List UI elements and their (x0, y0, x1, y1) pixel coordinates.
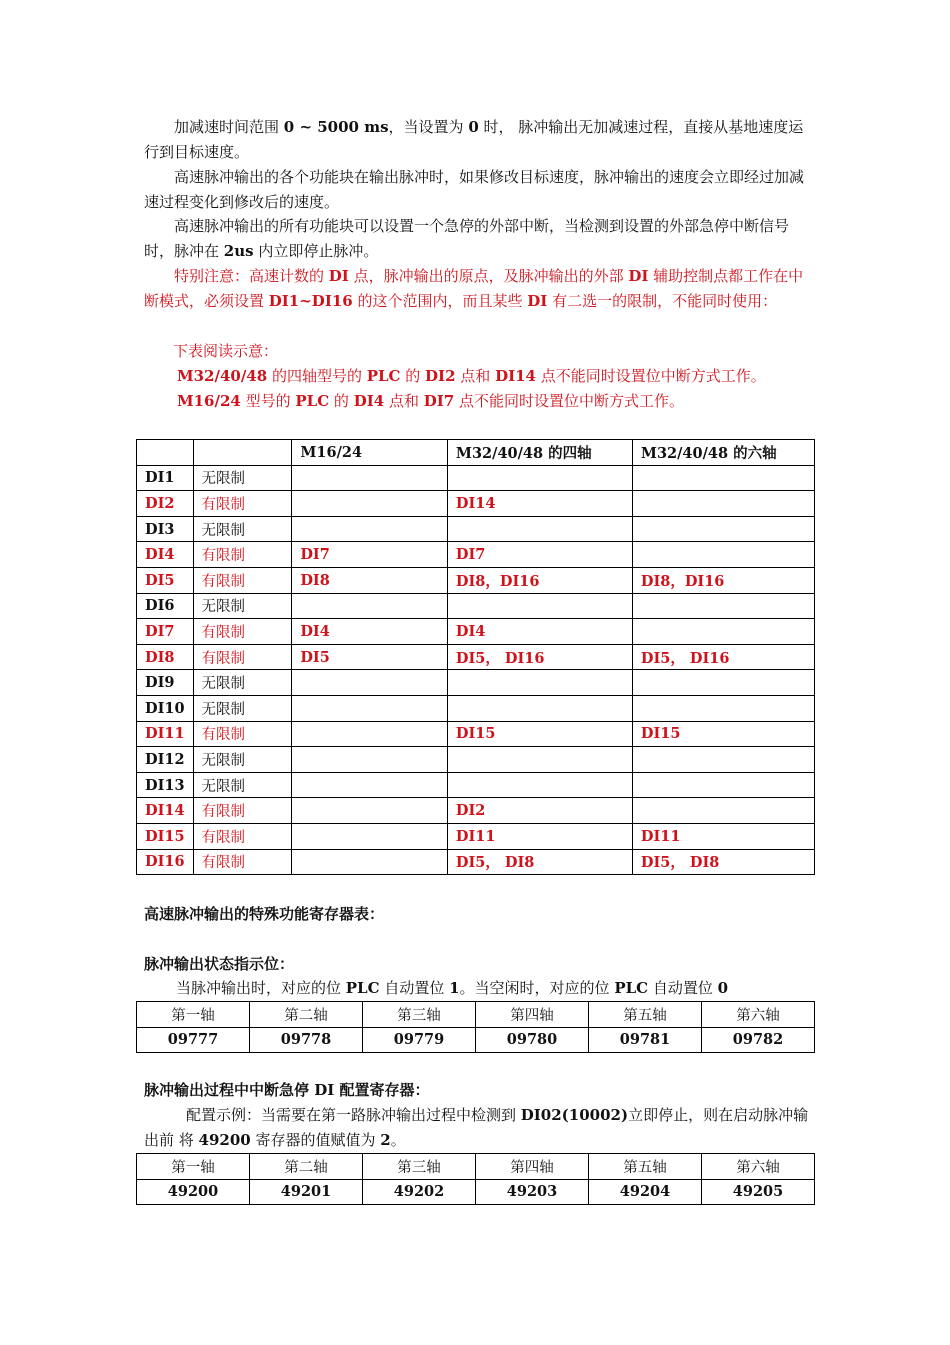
di-row (137, 567, 815, 593)
di-row (137, 644, 815, 670)
register-value: 49204 (589, 1179, 702, 1205)
m32-6axis-conflict-cell (632, 772, 814, 798)
m32-6axis-conflict-cell (632, 491, 814, 517)
header-m16: M16/24 (292, 440, 448, 466)
register-value: 49205 (702, 1179, 815, 1205)
di-point-cell: DI12 (137, 747, 194, 773)
m32-6axis-conflict-cell: DI11 (632, 823, 814, 849)
restriction-cell: 无限制 (193, 772, 292, 798)
estop-description: 配置示例：当需要在第一路脉冲输出过程中检测到 DI02(10002)立即停止，则在启动脉冲输出前 将 49200 寄存器的值赋值为 2。 (144, 1106, 809, 1149)
axis-label: 第四轴 (476, 1154, 589, 1180)
m32-4axis-conflict-cell: DI7 (447, 542, 632, 568)
m32-4axis-conflict-cell (447, 747, 632, 773)
axis-header-row (137, 1002, 815, 1028)
axis-label: 第五轴 (589, 1154, 702, 1180)
m16-conflict-cell (292, 695, 448, 721)
di-point-cell: DI14 (137, 798, 194, 824)
di-row (137, 619, 815, 645)
status-bits-description: 当脉冲输出时，对应的位 PLC 自动置位 1。当空闲时，对应的位 PLC 自动置位 0 (176, 979, 729, 997)
m32-6axis-conflict-cell: DI8，DI16 (632, 567, 814, 593)
di-row (137, 798, 815, 824)
warning-paragraph: 特别注意：高速计数的 DI 点，脉冲输出的原点，及脉冲输出的外部 DI 辅助控制点都工作在中断模式，必须设置 DI1~DI16 的这个范围内，而且某些 DI 有二选一的限制，不能同时使用： (144, 267, 804, 310)
m16-conflict-cell: DI7 (292, 542, 448, 568)
m16-conflict-cell: DI8 (292, 567, 448, 593)
di-point-cell: DI4 (137, 542, 194, 568)
header-cell (193, 440, 292, 466)
di-point-cell: DI11 (137, 721, 194, 747)
m32-4axis-conflict-cell: DI8，DI16 (447, 567, 632, 593)
m32-4axis-conflict-cell: DI5， DI16 (447, 644, 632, 670)
table-reading-note: 下表阅读示意： (173, 342, 279, 360)
restriction-cell: 无限制 (193, 516, 292, 542)
restriction-cell: 有限制 (193, 721, 292, 747)
m16-conflict-cell (292, 465, 448, 491)
axis-label: 第六轴 (702, 1154, 815, 1180)
restriction-cell: 有限制 (193, 491, 292, 517)
intro-paragraph-3: 高速脉冲输出的所有功能块可以设置一个急停的外部中断，当检测到设置的外部急停中断信号时，脉冲在 2us 内立即停止脉冲。 (144, 217, 790, 260)
m32-6axis-conflict-cell (632, 542, 814, 568)
restriction-cell: 有限制 (193, 849, 292, 875)
register-value: 09782 (702, 1027, 815, 1053)
m16-conflict-cell (292, 721, 448, 747)
di-restriction-table (136, 439, 815, 875)
register-value: 09780 (476, 1027, 589, 1053)
axis-label: 第三轴 (363, 1002, 476, 1028)
m16-conflict-cell (292, 670, 448, 696)
m16-conflict-cell: DI5 (292, 644, 448, 670)
status-value-row (137, 1027, 815, 1053)
m32-4axis-conflict-cell: DI5， DI8 (447, 849, 632, 875)
di-point-cell: DI16 (137, 849, 194, 875)
di-row (137, 772, 815, 798)
di-row (137, 695, 815, 721)
estop-register-table (136, 1153, 815, 1205)
di-point-cell: DI15 (137, 823, 194, 849)
restriction-cell: 有限制 (193, 619, 292, 645)
m32-4axis-conflict-cell: DI14 (447, 491, 632, 517)
axis-header-row (137, 1154, 815, 1180)
di-row (137, 516, 815, 542)
axis-label: 第四轴 (476, 1002, 589, 1028)
axis-label: 第一轴 (137, 1002, 250, 1028)
di-point-cell: DI13 (137, 772, 194, 798)
di-point-cell: DI8 (137, 644, 194, 670)
m16-conflict-cell (292, 798, 448, 824)
register-value: 49201 (250, 1179, 363, 1205)
m32-4axis-conflict-cell (447, 670, 632, 696)
m32-6axis-conflict-cell (632, 798, 814, 824)
intro-paragraph-1: 加减速时间范围 0 ~ 5000 ms，当设置为 0 时， 脉冲输出无加减速过程，直接从基地速度运行到目标速度。 (144, 118, 804, 161)
di-row (137, 593, 815, 619)
estop-value-row (137, 1179, 815, 1205)
axis-label: 第五轴 (589, 1002, 702, 1028)
estop-register-title: 脉冲输出过程中中断急停 DI 配置寄存器： (144, 1081, 430, 1099)
m32-6axis-conflict-cell (632, 695, 814, 721)
restriction-cell: 有限制 (193, 567, 292, 593)
register-value: 49200 (137, 1179, 250, 1205)
m32-6axis-conflict-cell (632, 593, 814, 619)
register-value: 49203 (476, 1179, 589, 1205)
m32-4axis-conflict-cell (447, 772, 632, 798)
di-row (137, 721, 815, 747)
table-header-row (137, 440, 815, 466)
m32-6axis-conflict-cell (632, 619, 814, 645)
restriction-cell: 无限制 (193, 747, 292, 773)
restriction-cell: 有限制 (193, 823, 292, 849)
register-value: 49202 (363, 1179, 476, 1205)
m32-6axis-conflict-cell (632, 516, 814, 542)
m16-conflict-cell (292, 491, 448, 517)
axis-label: 第六轴 (702, 1002, 815, 1028)
m16-conflict-cell (292, 593, 448, 619)
m16-conflict-cell (292, 516, 448, 542)
register-value: 09778 (250, 1027, 363, 1053)
restriction-cell: 有限制 (193, 542, 292, 568)
m16-conflict-cell (292, 849, 448, 875)
m32-4axis-conflict-cell: DI4 (447, 619, 632, 645)
m32-4axis-conflict-cell (447, 516, 632, 542)
m32-4axis-conflict-cell: DI15 (447, 721, 632, 747)
axis-label: 第二轴 (250, 1154, 363, 1180)
restriction-cell: 有限制 (193, 644, 292, 670)
restriction-cell: 无限制 (193, 465, 292, 491)
di-point-cell: DI1 (137, 465, 194, 491)
di-point-cell: DI2 (137, 491, 194, 517)
di-point-cell: DI6 (137, 593, 194, 619)
di-row (137, 670, 815, 696)
m32-4axis-conflict-cell (447, 593, 632, 619)
m16-conflict-cell (292, 772, 448, 798)
restriction-cell: 无限制 (193, 695, 292, 721)
m32-6axis-conflict-cell (632, 465, 814, 491)
axis-label: 第二轴 (250, 1002, 363, 1028)
m16-conflict-cell: DI4 (292, 619, 448, 645)
m32-4axis-conflict-cell (447, 695, 632, 721)
example-line-1: M32/40/48 的四轴型号的 PLC 的 DI2 点和 DI14 点不能同时设置位中断方式工作。 (177, 367, 766, 385)
header-m32-6axis: M32/40/48 的六轴 (632, 440, 814, 466)
m32-6axis-conflict-cell: DI5， DI16 (632, 644, 814, 670)
di-point-cell: DI5 (137, 567, 194, 593)
di-row (137, 542, 815, 568)
di-point-cell: DI3 (137, 516, 194, 542)
di-row (137, 491, 815, 517)
di-point-cell: DI10 (137, 695, 194, 721)
register-value: 09777 (137, 1027, 250, 1053)
m32-6axis-conflict-cell: DI5， DI8 (632, 849, 814, 875)
axis-label: 第一轴 (137, 1154, 250, 1180)
restriction-cell: 无限制 (193, 593, 292, 619)
di-row (137, 849, 815, 875)
m32-6axis-conflict-cell (632, 747, 814, 773)
m32-6axis-conflict-cell (632, 670, 814, 696)
di-point-cell: DI9 (137, 670, 194, 696)
m32-6axis-conflict-cell: DI15 (632, 721, 814, 747)
restriction-cell: 有限制 (193, 798, 292, 824)
status-bits-table (136, 1001, 815, 1053)
m32-4axis-conflict-cell (447, 465, 632, 491)
header-cell (137, 440, 194, 466)
intro-paragraph-2: 高速脉冲输出的各个功能块在输出脉冲时，如果修改目标速度，脉冲输出的速度会立即经过加减速过程变化到修改后的速度。 (144, 168, 805, 211)
m16-conflict-cell (292, 823, 448, 849)
example-line-2: M16/24 型号的 PLC 的 DI4 点和 DI7 点不能同时设置位中断方式工作。 (177, 392, 684, 410)
restriction-cell: 无限制 (193, 670, 292, 696)
axis-label: 第三轴 (363, 1154, 476, 1180)
header-m32-4axis: M32/40/48 的四轴 (447, 440, 632, 466)
di-row (137, 823, 815, 849)
register-value: 09779 (363, 1027, 476, 1053)
di-row (137, 747, 815, 773)
special-register-title: 高速脉冲输出的特殊功能寄存器表： (144, 905, 385, 923)
di-row (137, 465, 815, 491)
m32-4axis-conflict-cell: DI2 (447, 798, 632, 824)
m16-conflict-cell (292, 747, 448, 773)
status-bits-title: 脉冲输出状态指示位： (144, 955, 295, 973)
m32-4axis-conflict-cell: DI11 (447, 823, 632, 849)
register-value: 09781 (589, 1027, 702, 1053)
di-point-cell: DI7 (137, 619, 194, 645)
